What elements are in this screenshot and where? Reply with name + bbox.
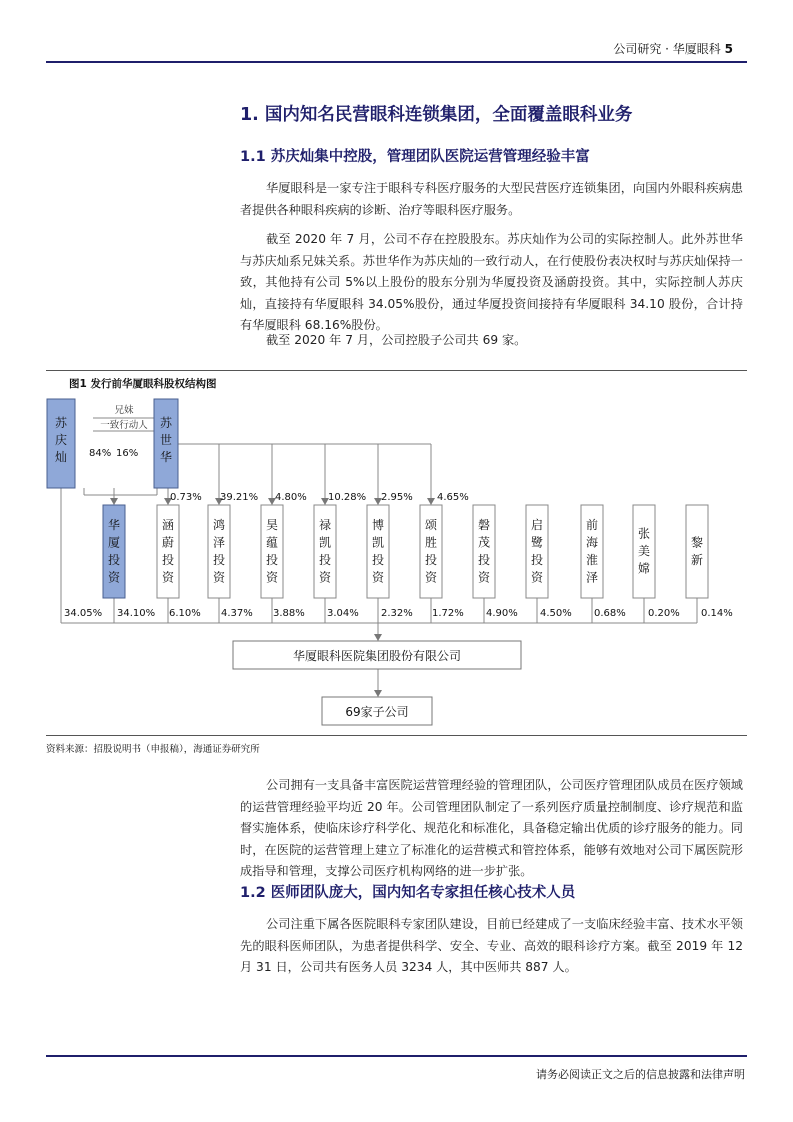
shareholder-pct-1: 6.10% bbox=[169, 608, 201, 619]
footer-disclaimer: 请务必阅读正文之后的信息披露和法律声明 bbox=[536, 1068, 745, 1081]
upper-pct-hongze: 39.21% bbox=[220, 492, 259, 503]
page-number: 5 bbox=[724, 42, 733, 56]
shareholder-name-3: 昊蕴投资 bbox=[265, 517, 279, 585]
footer-rule bbox=[46, 1055, 747, 1057]
shareholder-name-9: 前海淮泽 bbox=[585, 517, 599, 585]
section-1-title: 1. 国内知名民营眼科连锁集团，全面覆盖眼科业务 bbox=[240, 105, 633, 125]
paragraph-shareholding: 截至 2020 年 7 月，公司不存在控股股东。苏庆灿作为公司的实际控制人。此外苏世华与苏庆灿系兄妹关系。苏世华作为苏庆灿的一致行动人，在行使股份表决权时与苏庆灿保持一致，其他持有公司 5%以上股份的股东分别为华厦投资及涵蔚投资。其中，实际控制人苏庆灿，直接持有华厦眼科 34.05%股份，通过华厦投资间接持有华厦眼科 34.10 股份，合计持有华厦眼科 68.16%股份。 bbox=[240, 232, 743, 333]
shareholder-name-6: 颂胜投资 bbox=[424, 517, 438, 585]
shareholder-pct-4: 3.04% bbox=[327, 608, 359, 619]
paragraph-management-team: 公司拥有一支具备丰富医院运营管理经验的管理团队，公司医疗管理团队成员在医疗领域的运营管理经验平均近 20 年。公司管理团队制定了一系列医疗质量控制制度、诊疗规范和监督实施体系，使临床诊疗科学化、规范化和标准化，具备稳定输出优质的诊疗服务的能力。同时，在医院的运营管理上建立了标准化的运营模式和管控体系，能够有效地对公司下属医院形成指导和管理，支撑公司医疗机构网络的进一步扩张。 bbox=[240, 778, 743, 879]
shareholder-name-1: 涵蔚投资 bbox=[161, 517, 175, 585]
shareholder-pct-0: 34.10% bbox=[117, 608, 156, 619]
paragraph-intro: 华厦眼科是一家专注于眼科专科医疗服务的大型民营医疗连锁集团，向国内外眼科疾病患者提供各种眼科疾病的诊断、治疗等眼科医疗服务。 bbox=[240, 181, 743, 217]
shareholder-name-5: 博凯投资 bbox=[371, 517, 385, 585]
upper-pct-haoyun: 4.80% bbox=[275, 492, 307, 503]
shareholder-name-7: 磐茂投资 bbox=[477, 517, 491, 585]
paragraph-doctors: 公司注重下属各医院眼科专家团队建设，目前已经建成了一支临床经验丰富、技术水平领先的眼科医师团队，为患者提供科学、安全、专业、高效的眼科诊疗方案。截至 2019 年 12 月 31 日，公司共有医务人员 3234 人，其中医师共 887 人。 bbox=[240, 917, 743, 975]
upper-pct-bokai: 2.95% bbox=[381, 492, 413, 503]
figure-bottom-rule bbox=[46, 735, 747, 736]
shareholder-pct-2: 4.37% bbox=[221, 608, 253, 619]
shareholder-name-0: 华厦投资 bbox=[107, 517, 121, 585]
section-1-1-title: 1.1 苏庆灿集中控股，管理团队医院运营管理经验丰富 bbox=[240, 149, 590, 165]
upper-pct-songsheng: 4.65% bbox=[437, 492, 469, 503]
shareholder-name-8: 启鹭投资 bbox=[530, 517, 544, 585]
subsidiaries-label: 69家子公司 bbox=[345, 705, 409, 719]
shareholder-pct-8: 4.50% bbox=[540, 608, 572, 619]
direct-pct: 34.05% bbox=[64, 608, 103, 619]
shareholder-pct-6: 1.72% bbox=[432, 608, 464, 619]
header-title: 公司研究 · 华厦眼科 bbox=[613, 42, 721, 56]
section-1-2-title: 1.2 医师团队庞大，国内知名专家担任核心技术人员 bbox=[240, 885, 576, 901]
split-pct-16: 16% bbox=[116, 448, 139, 459]
shareholder-name-11: 黎新 bbox=[690, 535, 704, 567]
shareholder-pct-5: 2.32% bbox=[381, 608, 413, 619]
company-name: 华厦眼科医院集团股份有限公司 bbox=[292, 649, 462, 663]
shareholder-name-2: 鸿泽投资 bbox=[212, 517, 226, 585]
relation-label: 兄妹 bbox=[114, 405, 134, 416]
paragraph-subsidiaries: 截至 2020 年 7 月，公司控股子公司共 69 家。 bbox=[266, 333, 527, 347]
figure-source: 资料来源：招股说明书（申报稿），海通证券研究所 bbox=[46, 744, 260, 755]
concert-label: 一致行动人 bbox=[100, 420, 148, 431]
upper-pct-hanwei: 0.73% bbox=[170, 492, 202, 503]
shareholder-pct-10: 0.20% bbox=[648, 608, 680, 619]
person-name-1: 苏世华 bbox=[159, 416, 173, 464]
shareholder-pct-3: 3.88% bbox=[273, 608, 305, 619]
person-name-0: 苏庆灿 bbox=[54, 416, 68, 464]
figure-caption: 图1 发行前华厦眼科股权结构图 bbox=[69, 378, 217, 390]
shareholder-pct-9: 0.68% bbox=[594, 608, 626, 619]
upper-pct-lukai: 10.28% bbox=[328, 492, 367, 503]
shareholder-name-10: 张美嫦 bbox=[637, 526, 651, 576]
shareholder-pct-11: 0.14% bbox=[701, 608, 733, 619]
split-pct-84: 84% bbox=[89, 448, 112, 459]
shareholder-name-4: 禄凯投资 bbox=[318, 517, 332, 585]
shareholder-pct-7: 4.90% bbox=[486, 608, 518, 619]
shareholder-box-11 bbox=[686, 505, 708, 598]
